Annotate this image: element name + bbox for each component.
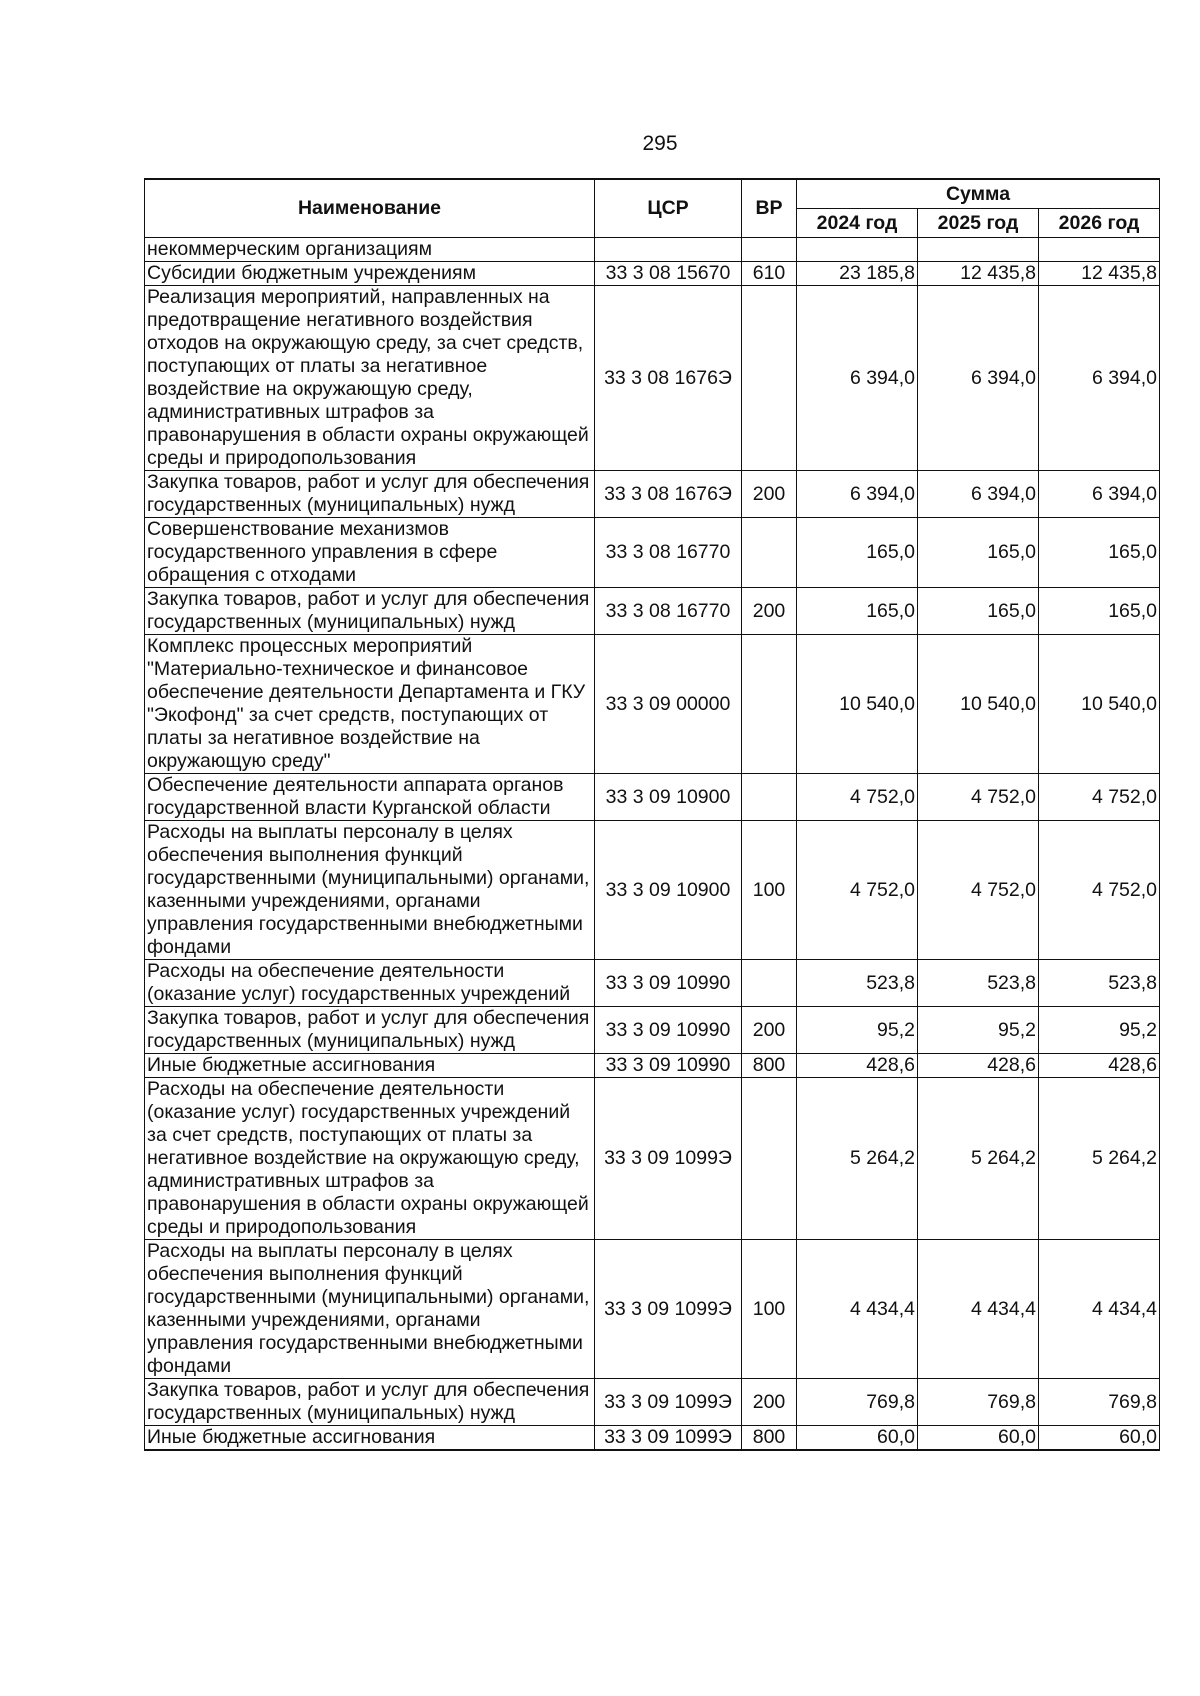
cell-sum-2026: 5 264,2: [1039, 1078, 1160, 1240]
cell-csr: 33 3 09 10990: [595, 1054, 742, 1078]
cell-name: Расходы на обеспечение деятельности (оказание услуг) государственных учреждений: [145, 960, 595, 1007]
cell-sum-2024: 428,6: [797, 1054, 918, 1078]
cell-sum-2024: 165,0: [797, 588, 918, 635]
cell-csr: 33 3 09 10900: [595, 821, 742, 960]
cell-vr: 800: [742, 1054, 797, 1078]
cell-vr: 800: [742, 1426, 797, 1451]
cell-vr: 200: [742, 471, 797, 518]
cell-sum-2026: 95,2: [1039, 1007, 1160, 1054]
cell-sum-2024: 6 394,0: [797, 471, 918, 518]
header-year-2026: 2026 год: [1039, 209, 1160, 238]
table-row: [145, 471, 1160, 518]
cell-name: Закупка товаров, работ и услуг для обеспечения государственных (муниципальных) нужд: [145, 1379, 595, 1426]
table-row: [145, 1379, 1160, 1426]
cell-sum-2025: [918, 238, 1039, 262]
cell-name: Закупка товаров, работ и услуг для обеспечения государственных (муниципальных) нужд: [145, 471, 595, 518]
cell-sum-2024: 523,8: [797, 960, 918, 1007]
cell-sum-2026: 6 394,0: [1039, 471, 1160, 518]
cell-sum-2025: 428,6: [918, 1054, 1039, 1078]
cell-csr: 33 3 09 1099Э: [595, 1426, 742, 1451]
table-row: [145, 518, 1160, 588]
cell-name: Иные бюджетные ассигнования: [145, 1426, 595, 1451]
cell-csr: 33 3 09 10900: [595, 774, 742, 821]
cell-vr: 200: [742, 1379, 797, 1426]
cell-sum-2026: [1039, 238, 1160, 262]
cell-vr: [742, 238, 797, 262]
cell-sum-2025: 10 540,0: [918, 635, 1039, 774]
cell-csr: 33 3 09 1099Э: [595, 1240, 742, 1379]
cell-name: Закупка товаров, работ и услуг для обеспечения государственных (муниципальных) нужд: [145, 588, 595, 635]
table-row: [145, 1007, 1160, 1054]
cell-name: Иные бюджетные ассигнования: [145, 1054, 595, 1078]
cell-vr: 200: [742, 588, 797, 635]
cell-name: некоммерческим организациям: [145, 238, 595, 262]
cell-csr: 33 3 09 1099Э: [595, 1078, 742, 1240]
table-row: [145, 238, 1160, 262]
cell-sum-2025: 6 394,0: [918, 471, 1039, 518]
cell-sum-2024: 95,2: [797, 1007, 918, 1054]
table-row: [145, 286, 1160, 471]
cell-sum-2026: 4 434,4: [1039, 1240, 1160, 1379]
header-csr: ЦСР: [595, 179, 742, 238]
cell-csr: [595, 238, 742, 262]
cell-sum-2024: [797, 238, 918, 262]
header-year-2024: 2024 год: [797, 209, 918, 238]
cell-sum-2026: 165,0: [1039, 588, 1160, 635]
table-row: [145, 1078, 1160, 1240]
cell-sum-2024: 4 434,4: [797, 1240, 918, 1379]
table-row: [145, 1054, 1160, 1078]
cell-sum-2024: 5 264,2: [797, 1078, 918, 1240]
table-row: [145, 635, 1160, 774]
cell-sum-2025: 4 434,4: [918, 1240, 1039, 1379]
cell-sum-2025: 95,2: [918, 1007, 1039, 1054]
cell-sum-2025: 769,8: [918, 1379, 1039, 1426]
cell-sum-2024: 6 394,0: [797, 286, 918, 471]
cell-sum-2024: 165,0: [797, 518, 918, 588]
table-row: [145, 262, 1160, 286]
cell-sum-2026: 523,8: [1039, 960, 1160, 1007]
cell-sum-2026: 428,6: [1039, 1054, 1160, 1078]
cell-sum-2026: 769,8: [1039, 1379, 1160, 1426]
cell-vr: 100: [742, 1240, 797, 1379]
table-row: [145, 960, 1160, 1007]
cell-sum-2024: 23 185,8: [797, 262, 918, 286]
cell-sum-2025: 4 752,0: [918, 774, 1039, 821]
table-row: [145, 774, 1160, 821]
cell-sum-2024: 10 540,0: [797, 635, 918, 774]
cell-vr: [742, 774, 797, 821]
cell-vr: [742, 518, 797, 588]
cell-sum-2025: 165,0: [918, 518, 1039, 588]
cell-vr: [742, 1078, 797, 1240]
cell-csr: 33 3 09 10990: [595, 1007, 742, 1054]
cell-vr: 100: [742, 821, 797, 960]
cell-vr: 610: [742, 262, 797, 286]
header-year-2025: 2025 год: [918, 209, 1039, 238]
cell-vr: [742, 635, 797, 774]
cell-sum-2025: 165,0: [918, 588, 1039, 635]
header-sum: Сумма: [797, 179, 1160, 209]
cell-sum-2025: 5 264,2: [918, 1078, 1039, 1240]
cell-sum-2026: 12 435,8: [1039, 262, 1160, 286]
cell-name: Субсидии бюджетным учреждениям: [145, 262, 595, 286]
cell-csr: 33 3 08 1676Э: [595, 286, 742, 471]
cell-name: Расходы на выплаты персоналу в целях обеспечения выполнения функций государственными (муниципальными) органами, казенными учреждениями, органами управления государственными внебюджетными фондами: [145, 1240, 595, 1379]
header-name: Наименование: [145, 179, 595, 238]
table-row: [145, 821, 1160, 960]
cell-csr: 33 3 08 1676Э: [595, 471, 742, 518]
cell-sum-2026: 4 752,0: [1039, 821, 1160, 960]
cell-csr: 33 3 08 15670: [595, 262, 742, 286]
cell-sum-2024: 4 752,0: [797, 774, 918, 821]
cell-sum-2026: 4 752,0: [1039, 774, 1160, 821]
cell-name: Реализация мероприятий, направленных на предотвращение негативного воздействия отходов на окружающую среду, за счет средств, поступающих от платы за негативное воздействие на окружающую среду, административных штрафов за правонарушения в области охраны окружающей среды и природопользования: [145, 286, 595, 471]
cell-vr: 200: [742, 1007, 797, 1054]
cell-csr: 33 3 08 16770: [595, 518, 742, 588]
cell-sum-2026: 165,0: [1039, 518, 1160, 588]
cell-name: Расходы на выплаты персоналу в целях обеспечения выполнения функций государственными (муниципальными) органами, казенными учреждениями, органами управления государственными внебюджетными фондами: [145, 821, 595, 960]
budget-table: [144, 178, 1160, 1451]
cell-csr: 33 3 08 16770: [595, 588, 742, 635]
header-vr: ВР: [742, 179, 797, 238]
table-row: [145, 1426, 1160, 1451]
cell-sum-2024: 60,0: [797, 1426, 918, 1451]
cell-sum-2026: 6 394,0: [1039, 286, 1160, 471]
cell-name: Расходы на обеспечение деятельности (оказание услуг) государственных учреждений за счет средств, поступающих от платы за негативное воздействие на окружающую среду, административных штрафов за правонарушения в области охраны окружающей среды и природопользования: [145, 1078, 595, 1240]
cell-sum-2025: 12 435,8: [918, 262, 1039, 286]
table-row: [145, 588, 1160, 635]
cell-name: Закупка товаров, работ и услуг для обеспечения государственных (муниципальных) нужд: [145, 1007, 595, 1054]
cell-name: Комплекс процессных мероприятий "Материально-техническое и финансовое обеспечение деятельности Департамента и ГКУ "Экофонд" за счет средств, поступающих от платы за негативное воздействие на окружающую среду": [145, 635, 595, 774]
cell-sum-2026: 60,0: [1039, 1426, 1160, 1451]
cell-csr: 33 3 09 1099Э: [595, 1379, 742, 1426]
cell-sum-2025: 4 752,0: [918, 821, 1039, 960]
table-body: [145, 238, 1160, 1451]
cell-sum-2024: 4 752,0: [797, 821, 918, 960]
cell-sum-2026: 10 540,0: [1039, 635, 1160, 774]
cell-vr: [742, 286, 797, 471]
cell-csr: 33 3 09 00000: [595, 635, 742, 774]
cell-sum-2025: 523,8: [918, 960, 1039, 1007]
cell-sum-2025: 60,0: [918, 1426, 1039, 1451]
cell-sum-2025: 6 394,0: [918, 286, 1039, 471]
cell-vr: [742, 960, 797, 1007]
cell-name: Обеспечение деятельности аппарата органов государственной власти Курганской области: [145, 774, 595, 821]
cell-csr: 33 3 09 10990: [595, 960, 742, 1007]
cell-sum-2024: 769,8: [797, 1379, 918, 1426]
table-header: [145, 179, 1160, 238]
cell-name: Совершенствование механизмов государственного управления в сфере обращения с отходами: [145, 518, 595, 588]
page-number: 295: [642, 132, 678, 155]
table-row: [145, 1240, 1160, 1379]
